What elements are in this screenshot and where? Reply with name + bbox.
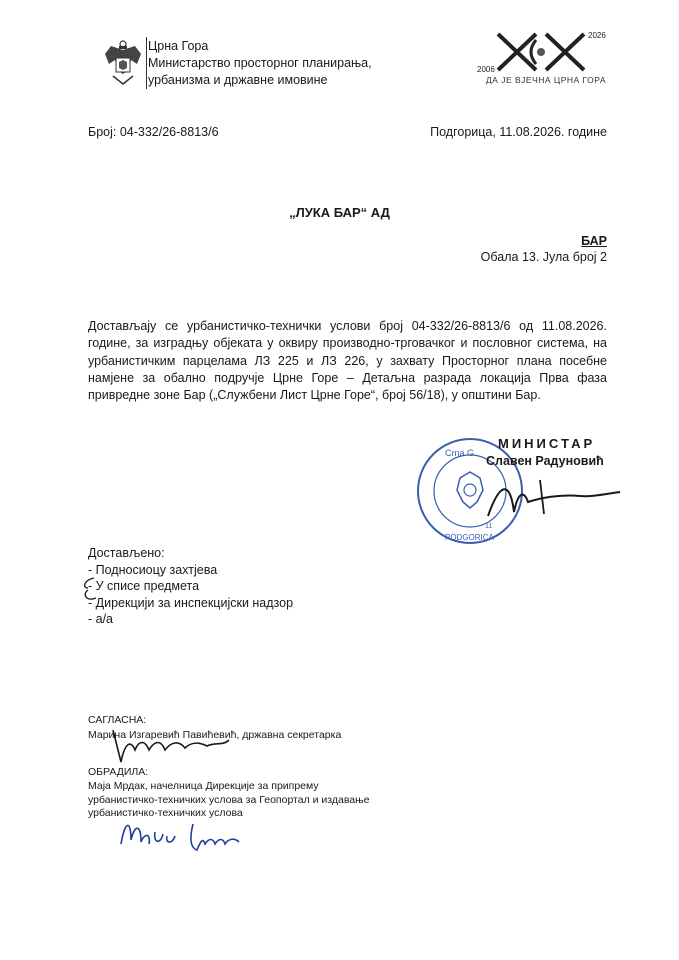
jubilee-tagline: ДА ЈЕ ВЈЕЧНА ЦРНА ГОРА bbox=[485, 75, 607, 85]
minister-title: МИНИСТАР bbox=[498, 436, 596, 451]
header-divider bbox=[146, 37, 147, 89]
minister-name: Славен Радуновић bbox=[486, 454, 604, 468]
delivered-item: - а/а bbox=[88, 612, 114, 626]
jubilee-end-year: 2026 bbox=[588, 31, 606, 40]
country-name: Црна Гора bbox=[148, 39, 209, 53]
place-date: Подгорица, 11.08.2026. године bbox=[430, 125, 607, 139]
delivered-item: - Подносиоцу захтјева bbox=[88, 562, 218, 577]
recipient-city: БАР bbox=[581, 234, 607, 248]
handwritten-mark bbox=[80, 574, 102, 604]
ministry-name-line2: урбанизма и државне имовине bbox=[148, 73, 328, 87]
stamp-top-text: Crna G bbox=[445, 448, 475, 458]
recipient-address: Обала 13. Јула број 2 bbox=[480, 250, 607, 264]
recipient-name: „ЛУКА БАР“ АД bbox=[289, 205, 390, 220]
delivered-list bbox=[88, 545, 293, 628]
delivered-item: - У списе предмета bbox=[88, 579, 200, 593]
coat-of-arms-icon bbox=[103, 40, 143, 88]
document-number: Број: 04-332/26-8813/6 bbox=[88, 125, 219, 139]
approval-signature bbox=[95, 722, 235, 767]
delivered-label: Достављено: bbox=[88, 546, 165, 560]
prepared-text: Маја Мрдак, начелница Дирекције за припрему урбанистичко-техничких услова за Геопортал и издавање урбанистичко-техничких услова bbox=[88, 780, 370, 819]
ministry-name-line1: Министарство просторног планирања, bbox=[148, 56, 372, 70]
approval-name: Марина Изгаревић Павићевић, државна секретарка bbox=[88, 729, 342, 741]
preparer-signature bbox=[105, 810, 255, 855]
minister-signature bbox=[480, 472, 630, 527]
stamp-bottom-text: PODGORICA bbox=[445, 533, 494, 542]
jubilee-start-year: 2006 bbox=[477, 65, 495, 74]
ministry-header bbox=[148, 38, 372, 89]
prepared-label: ОБРАДИЛА: bbox=[88, 766, 149, 778]
delivered-item: - Дирекцији за инспекцијски надзор bbox=[88, 595, 294, 610]
approval-label: САГЛАСНА: bbox=[88, 714, 147, 726]
body-paragraph: Достављају се урбанистичко-технички услови број 04-332/26-8813/6 од 11.08.2026. године, за изградњу објеката у оквиру производно-трговачког и пословног система, на урбанистичким парцелама ЛЗ 225 и ЛЗ 226, у захвату Просторног плана посебне намјене за обално подручје Црне Горе – Детаљна разрада локација Прва фаза привредне зоне Бар („Службени Лист Црне Горе“, број 56/18), у општини Бар. bbox=[88, 319, 607, 403]
stamp-number: 11 bbox=[485, 523, 493, 530]
